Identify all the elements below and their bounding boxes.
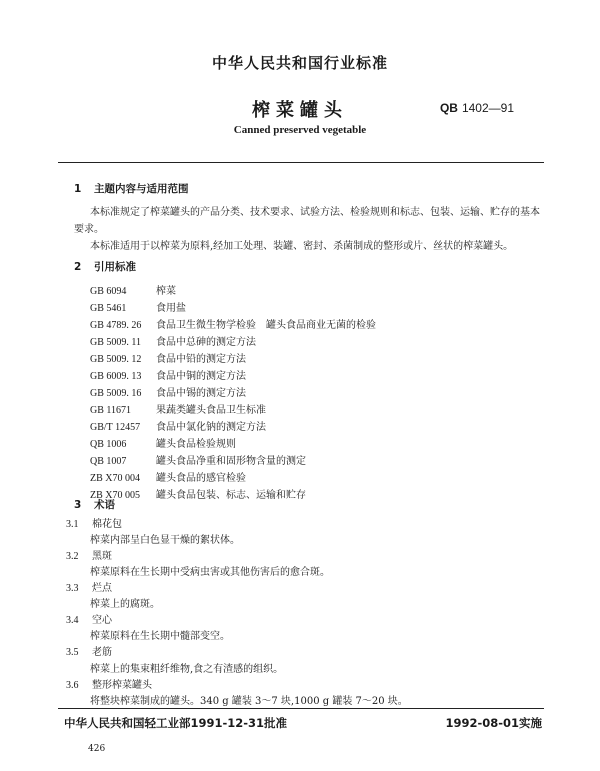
term-heading — [66, 676, 152, 691]
term-number: 3.1 — [66, 519, 79, 530]
reference-code: GB 5009. 11 — [90, 337, 142, 348]
reference-name: 榨菜 — [156, 286, 176, 297]
reference-code: GB 5009. 12 — [90, 354, 142, 365]
reference-name: 食品中锡的测定方法 — [156, 388, 246, 399]
standard-code-prefix: QB — [439, 101, 458, 115]
reference-item — [90, 469, 246, 484]
section-3-heading — [74, 497, 115, 512]
term-name: 烂点 — [92, 583, 112, 594]
reference-item — [90, 401, 266, 416]
reference-name: 食品中铜的测定方法 — [156, 371, 246, 382]
term-name: 整形榨菜罐头 — [92, 680, 152, 691]
reference-item — [90, 418, 266, 433]
reference-item — [90, 486, 306, 501]
reference-code: QB 1006 — [90, 439, 127, 450]
header-divider — [58, 162, 544, 163]
term-number: 3.6 — [66, 680, 79, 691]
section-title: 术语 — [94, 499, 115, 511]
term-name: 空心 — [92, 615, 112, 626]
section-1-heading — [74, 181, 189, 196]
reference-name: 食品卫生微生物学检验 罐头食品商业无菌的检验 — [156, 320, 376, 331]
term-name: 黑斑 — [92, 551, 112, 562]
section-1-paragraph-1-line-1: 本标准规定了榨菜罐头的产品分类、技术要求、试验方法、检验规则和标志、包装、运输、贮存的基本 — [90, 207, 540, 218]
section-title: 引用标准 — [94, 261, 136, 273]
reference-name: 罐头食品净重和固形物含量的测定 — [156, 456, 306, 467]
reference-item — [90, 333, 256, 348]
effective-date: 1992-08-01实施 — [445, 716, 542, 730]
reference-item — [90, 452, 306, 467]
term-heading — [66, 579, 112, 594]
reference-name: 罐头食品检验规则 — [156, 439, 236, 450]
section-number: 2 — [74, 261, 82, 273]
term-definition-36: 将整块榨菜制成的罐头。340 g 罐装 3～7 块,1000 g 罐装 7～20 块。 — [90, 696, 408, 707]
reference-name: 果蔬类罐头食品卫生标准 — [156, 405, 266, 416]
term-heading — [66, 547, 112, 562]
reference-code: GB/T 12457 — [90, 422, 141, 433]
footer-divider — [58, 708, 544, 709]
term-number: 3.5 — [66, 647, 79, 658]
section-1-paragraph-2: 本标准适用于以榨菜为原料,经加工处理、装罐、密封、杀菌制成的整形或片、丝状的榨菜罐头。 — [90, 241, 514, 252]
standard-code — [440, 101, 514, 115]
reference-item — [90, 316, 376, 331]
reference-code: GB 6094 — [90, 286, 127, 297]
reference-code: GB 4789. 26 — [90, 320, 142, 331]
reference-name: 食品中铅的测定方法 — [156, 354, 246, 365]
reference-name: 食品中氯化钠的测定方法 — [156, 422, 266, 433]
reference-code: GB 6009. 13 — [90, 371, 142, 382]
term-definition: 榨菜上的腐斑。 — [90, 599, 160, 610]
reference-name: 罐头食品的感官检验 — [156, 473, 246, 484]
section-number: 1 — [74, 183, 82, 195]
approval-statement: 中华人民共和国轻工业部1991-12-31批准 — [64, 716, 288, 730]
reference-code: GB 11671 — [90, 405, 132, 416]
term-heading — [66, 643, 112, 658]
reference-item — [90, 435, 236, 450]
term-definition: 榨菜上的集束粗纤维物,食之有渣感的组织。 — [90, 664, 284, 675]
reference-item — [90, 299, 186, 314]
section-1-paragraph-1-line-2: 要求。 — [74, 224, 104, 235]
reference-code: GB 5009. 16 — [90, 388, 142, 399]
term-definition: 榨菜原料在生长期中髓部变空。 — [90, 631, 230, 642]
reference-code: ZB X70 005 — [90, 490, 140, 501]
term-definition: 榨菜内部呈白色显干燥的絮状体。 — [90, 535, 240, 546]
standard-code-number: 1402—91 — [461, 101, 514, 115]
term-name: 老筋 — [92, 647, 112, 658]
page-number: 426 — [88, 744, 106, 754]
term-number: 3.3 — [66, 583, 79, 594]
reference-item — [90, 350, 246, 365]
reference-name: 食品中总砷的测定方法 — [156, 337, 256, 348]
term-name: 棉花包 — [92, 519, 122, 530]
reference-name: 食用盐 — [156, 303, 186, 314]
issuing-body-header: 中华人民共和国行业标准 — [211, 54, 388, 72]
term-number: 3.2 — [66, 551, 79, 562]
reference-name: 罐头食品包装、标志、运输和贮存 — [156, 490, 306, 501]
term-heading — [66, 515, 122, 530]
section-title: 主题内容与适用范围 — [94, 183, 189, 195]
section-2-heading — [74, 259, 136, 274]
reference-item — [90, 367, 246, 382]
term-number: 3.4 — [66, 615, 79, 626]
term-heading — [66, 611, 112, 626]
reference-item — [90, 384, 246, 399]
section-number: 3 — [74, 499, 82, 511]
reference-item — [90, 282, 176, 297]
reference-code: GB 5461 — [90, 303, 127, 314]
reference-code: ZB X70 004 — [90, 473, 140, 484]
document-subtitle-english: Canned preserved vegetable — [233, 124, 367, 136]
reference-code: QB 1007 — [90, 456, 127, 467]
document-title: 榨菜罐头 — [252, 100, 348, 121]
term-definition: 榨菜原料在生长期中受病虫害或其他伤害后的愈合斑。 — [90, 567, 330, 578]
